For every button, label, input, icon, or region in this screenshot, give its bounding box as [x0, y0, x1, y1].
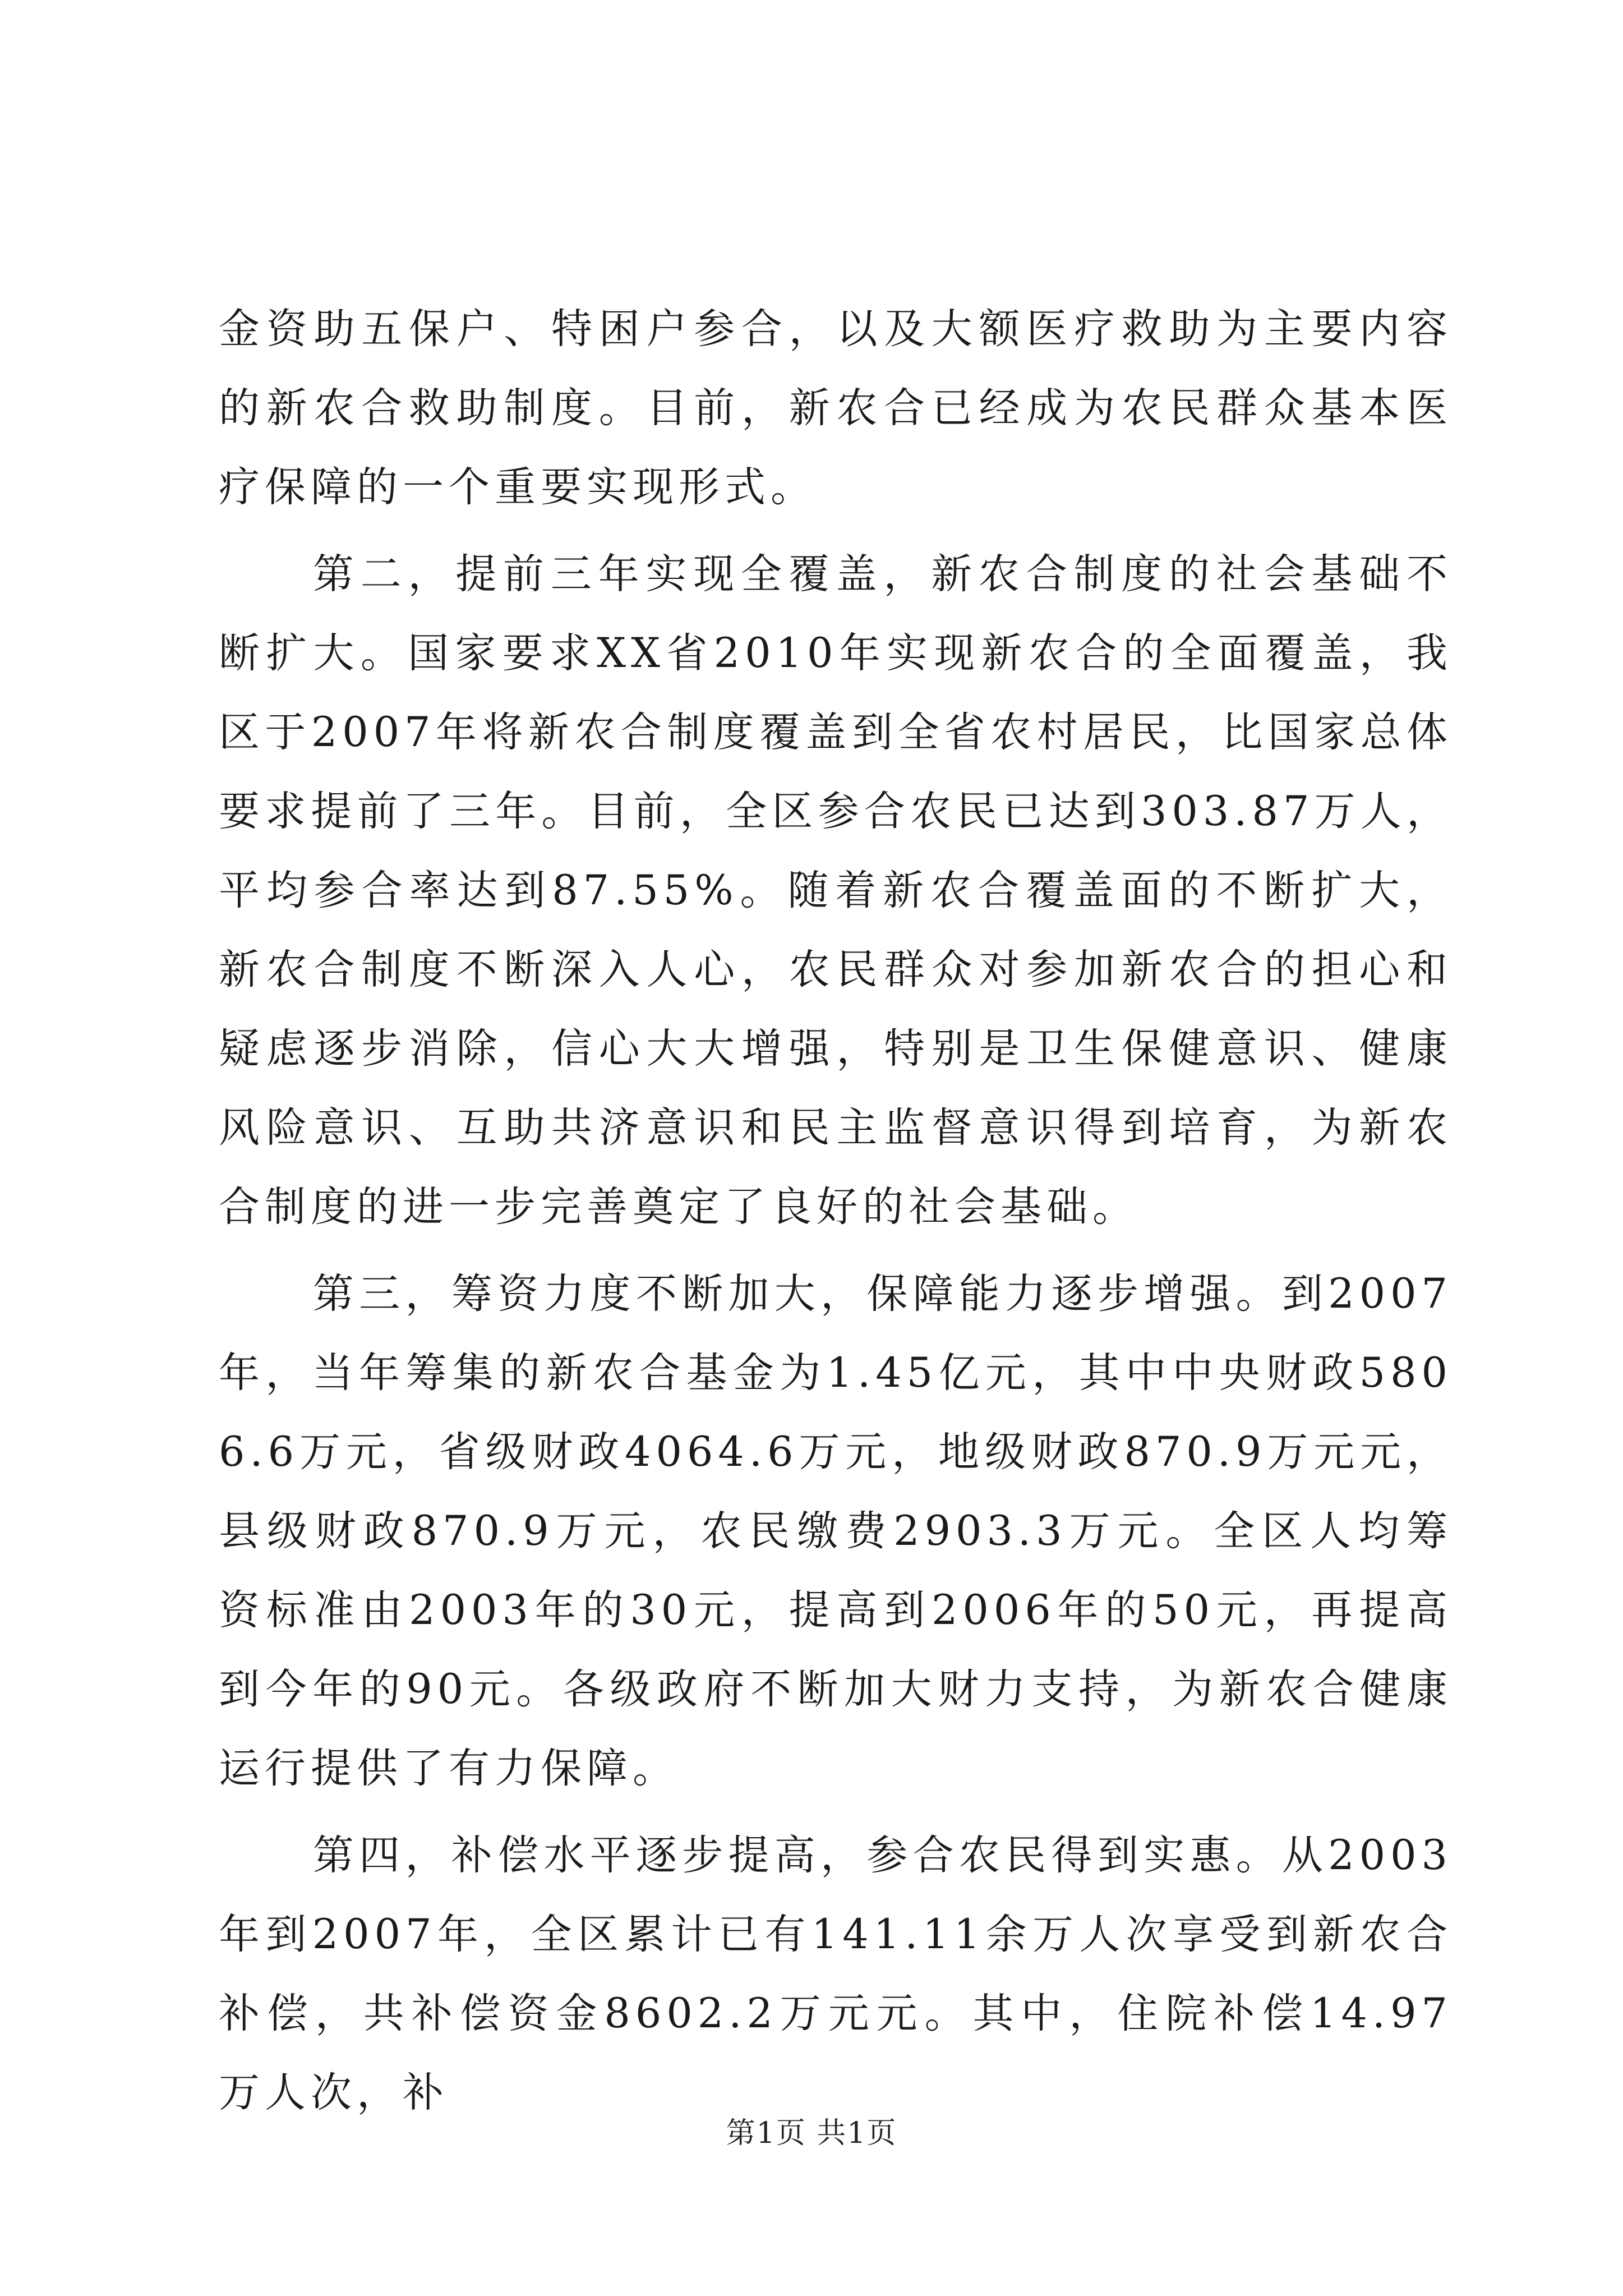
document-body	[219, 289, 1453, 2132]
paragraph-fourth: 第四，补偿水平逐步提高，参合农民得到实惠。从2003年到2007年，全区累计已有141.11余万人次享受到新农合补偿，共补偿资金8602.2万元元。其中，住院补偿14.97万人次，补	[219, 1832, 1453, 2116]
paragraph-third: 第三，筹资力度不断加大，保障能力逐步增强。到2007年，当年筹集的新农合基金为1.45亿元，其中中央财政5806.6万元，省级财政4064.6万元，地级财政870.9万元元，县级财政870.9万元，农民缴费2903.3万元。全区人均筹资标准由2003年的30元，提高到2006年的50元，再提高到今年的90元。各级政府不断加大财力支持，为新农合健康运行提供了有力保障。	[219, 1270, 1453, 1792]
paragraph-second: 第二，提前三年实现全覆盖，新农合制度的社会基础不断扩大。国家要求XX省2010年实现新农合的全面覆盖，我区于2007年将新农合制度覆盖到全省农村居民，比国家总体要求提前了三年。目前，全区参合农民已达到303.87万人，平均参合率达到87.55%。随着新农合覆盖面的不断扩大，新农合制度不断深入人心，农民群众对参加新农合的担心和疑虑逐步消除，信心大大增强，特别是卫生保健意识、健康风险意识、互助共济意识和民主监督意识得到培育，为新农合制度的进一步完善奠定了良好的社会基础。	[219, 550, 1453, 1231]
page-footer: 第1页 共1页	[726, 2116, 897, 2150]
paragraph-continued: 金资助五保户、特困户参合，以及大额医疗救助为主要内容的新农合救助制度。目前，新农合已经成为农民群众基本医疗保障的一个重要实现形式。	[219, 305, 1453, 511]
